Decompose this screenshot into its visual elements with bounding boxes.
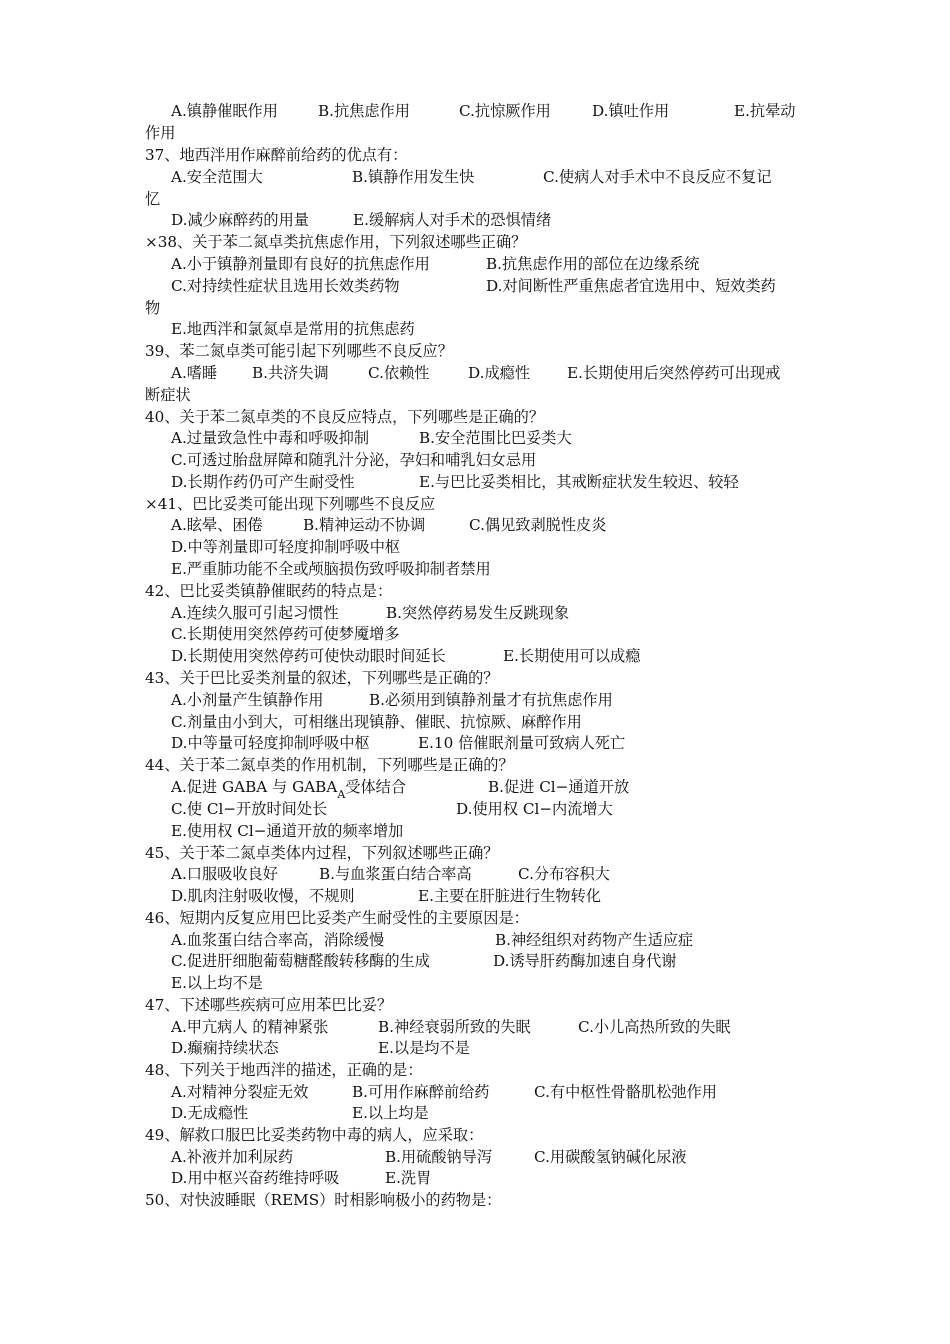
option-text: A.促进 GABA 与 GABA (171, 778, 338, 796)
text-line: C.剂量由小到大，可相继出现镇静、催眠、抗惊厥、麻醉作用 (171, 713, 582, 731)
text-line: A.甲亢病人 的精神紧张 (171, 1018, 329, 1036)
text-line: C.有中枢性骨骼肌松弛作用 (534, 1083, 717, 1101)
text-line: A.补液并加利尿药 (171, 1148, 294, 1166)
text-line: 46、短期内反复应用巴比妥类产生耐受性的主要原因是： (145, 909, 529, 927)
text-line: D.对间断性严重焦虑者宜选用中、短效类药 (486, 277, 776, 295)
text-line: 作用 (145, 124, 176, 142)
text-line: B.抗焦虑作用的部位在边缘系统 (486, 255, 700, 273)
text-line: C.可透过胎盘屏障和随乳汁分泌，孕妇和哺乳妇女忌用 (171, 451, 537, 469)
text-line: 47、下述哪些疾病可应用苯巴比妥？ (145, 996, 393, 1014)
text-line: B.抗焦虑作用 (318, 102, 410, 120)
text-line: B.神经衰弱所致的失眠 (378, 1018, 531, 1036)
text-line: E.主要在肝脏进行生物转化 (418, 887, 601, 905)
text-line: D.无成瘾性 (171, 1104, 249, 1122)
text-line: C.使 Cl−开放时间处长 (171, 800, 328, 818)
text-line: B.用硫酸钠导泻 (385, 1148, 493, 1166)
text-line: C.依赖性 (368, 364, 430, 382)
text-line: B.必须用到镇静剂量才有抗焦虑作用 (369, 691, 613, 709)
text-line (171, 777, 407, 801)
text-line: 忆 (145, 190, 161, 208)
text-line: B.安全范围比巴妥类大 (419, 429, 572, 447)
text-line: A.口服吸收良好 (171, 865, 278, 883)
text-line: C.对持续性症状且选用长效类药物 (171, 277, 400, 295)
text-line: D.中等剂量即可轻度抑制呼吸中枢 (171, 538, 401, 556)
text-line: D.成瘾性 (468, 364, 531, 382)
text-line: A.小于镇静剂量即有良好的抗焦虑作用 (171, 255, 430, 273)
text-line: B.与血浆蛋白结合率高 (319, 865, 472, 883)
text-line: ×38、关于苯二氮卓类抗焦虑作用，下列叙述哪些正确？ (145, 233, 527, 251)
text-line: A.血浆蛋白结合率高，消除缓慢 (171, 931, 385, 949)
text-line: C.偶见致剥脱性皮炎 (469, 516, 607, 534)
text-line: 39、苯二氮卓类可能引起下列哪些不良反应？ (145, 342, 453, 360)
subscript: A (337, 788, 346, 801)
text-line: A.过量致急性中毒和呼吸抑制 (171, 429, 370, 447)
text-line: D.长期使用突然停药可使快动眼时间延长 (171, 647, 446, 665)
text-line: C.小儿高热所致的失眠 (578, 1018, 731, 1036)
text-line: D.用中枢兴奋药维持呼吸 (171, 1169, 340, 1187)
text-line: 断症状 (145, 386, 191, 404)
text-line: B.神经组织对药物产生适应症 (495, 931, 694, 949)
text-line: 40、关于苯二氮卓类的不良反应特点，下列哪些是正确的？ (145, 408, 545, 426)
text-line: E.长期使用后突然停药可出现戒 (567, 364, 781, 382)
text-line: E.以上均是 (352, 1104, 429, 1122)
text-line: 50、对快波睡眠（REMS）时相影响极小的药物是： (145, 1191, 502, 1209)
text-line: E.地西泮和氯氮卓是常用的抗焦虑药 (171, 320, 415, 338)
text-line: C.使病人对手术中不良反应不复记 (543, 168, 772, 186)
text-line: D.长期作药仍可产生耐受性 (171, 473, 355, 491)
text-line: 49、解救口服巴比妥类药物中毒的病人，应采取： (145, 1126, 484, 1144)
text-line: B.突然停药易发生反跳现象 (386, 604, 570, 622)
text-line: 48、下列关于地西泮的描述，正确的是： (145, 1061, 423, 1079)
text-line: 43、关于巴比妥类剂量的叙述，下列哪些是正确的？ (145, 669, 499, 687)
text-line: D.癫痫持续状态 (171, 1039, 279, 1057)
text-line: B.共济失调 (252, 364, 329, 382)
text-line: A.镇静催眠作用 (171, 102, 278, 120)
text-line: D.肌肉注射吸收慢，不规则 (171, 887, 355, 905)
text-line: 44、关于苯二氮卓类的作用机制，下列哪些是正确的？ (145, 756, 514, 774)
text-line: C.抗惊厥作用 (459, 102, 551, 120)
text-line: E.以上均不是 (171, 974, 263, 992)
text-line: C.促进肝细胞葡萄糖醛酸转移酶的生成 (171, 952, 430, 970)
text-line: B.镇静作用发生快 (352, 168, 475, 186)
option-text-tail: 受体结合 (345, 778, 407, 796)
text-line: E.10 倍催眠剂量可致病人死亡 (418, 734, 626, 752)
text-line: D.镇吐作用 (592, 102, 670, 120)
text-line: A.嗜睡 (171, 364, 218, 382)
text-line: E.长期使用可以成瘾 (503, 647, 641, 665)
text-line: B.可用作麻醉前给药 (352, 1083, 490, 1101)
text-line: 45、关于苯二氮卓类体内过程，下列叙述哪些正确？ (145, 844, 499, 862)
text-line: E.洗胃 (385, 1169, 432, 1187)
text-line: E.缓解病人对手术的恐惧情绪 (353, 211, 552, 229)
text-line: C.用碳酸氢钠碱化尿液 (534, 1148, 687, 1166)
text-line: A.连续久服可引起习惯性 (171, 604, 339, 622)
text-line: D.诱导肝药酶加速自身代谢 (493, 952, 677, 970)
text-line: B.精神运动不协调 (303, 516, 426, 534)
text-line: C.长期使用突然停药可使梦魇增多 (171, 625, 400, 643)
text-line: E.使用权 Cl−通道开放的频率增加 (171, 822, 404, 840)
text-line: D.使用权 Cl−内流增大 (456, 800, 613, 818)
text-line: A.小剂量产生镇静作用 (171, 691, 324, 709)
text-line: C.分布容积大 (518, 865, 610, 883)
text-line: A.眩晕、困倦 (171, 516, 263, 534)
text-line: E.严重肺功能不全或颅脑损伤致呼吸抑制者禁用 (171, 560, 491, 578)
text-line: ×41、巴比妥类可能出现下列哪些不良反应 (145, 495, 436, 513)
text-line: A.对精神分裂症无效 (171, 1083, 309, 1101)
text-line: D.减少麻醉药的用量 (171, 211, 309, 229)
text-line: 物 (145, 299, 161, 317)
text-line: 42、巴比妥类镇静催眠药的特点是： (145, 582, 393, 600)
text-line: 37、地西泮用作麻醉前给药的优点有： (145, 146, 408, 164)
text-line: E.抗晕动 (734, 102, 796, 120)
text-line: E.与巴比妥类相比，其戒断症状发生较迟、较轻 (419, 473, 739, 491)
text-line: D.中等量可轻度抑制呼吸中枢 (171, 734, 370, 752)
text-line: E.以是均不是 (378, 1039, 470, 1057)
text-line: A.安全范围大 (171, 168, 263, 186)
text-line: B.促进 Cl−通道开放 (488, 778, 630, 796)
